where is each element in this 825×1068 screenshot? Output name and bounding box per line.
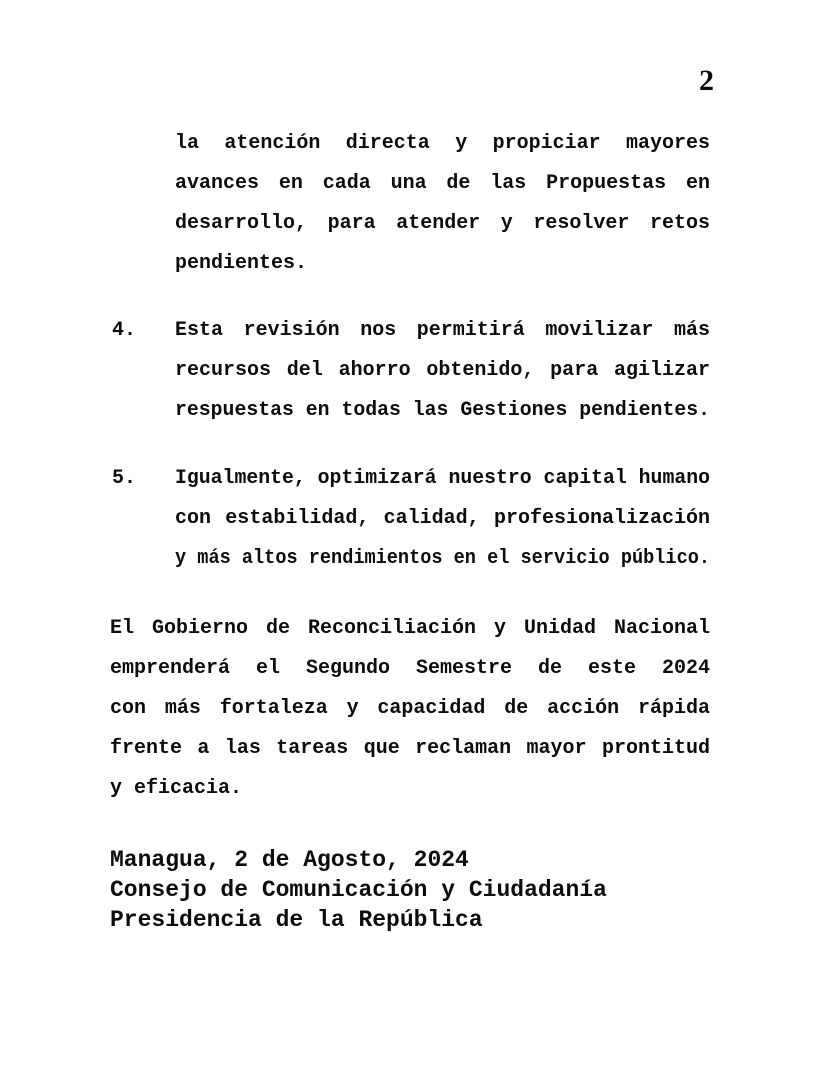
text-line: y eficacia. [110, 777, 243, 800]
text-line: con más fortaleza y capacidad de acción rápida [110, 697, 710, 720]
page-number: 2 [699, 64, 714, 97]
text-line: Esta revisión nos permitirá movilizar más [175, 319, 710, 342]
text-line: Igualmente, optimizará nuestro capital humano [175, 467, 710, 490]
text-line: la atención directa y propiciar mayores [175, 132, 710, 155]
text-line: avances en cada una de las Propuestas en [175, 172, 710, 195]
text-line: Consejo de Comunicación y Ciudadanía [110, 877, 607, 903]
continuation-paragraph [175, 124, 710, 284]
text-line: Managua, 2 de Agosto, 2024 [110, 847, 469, 873]
text-line: y más altos rendimientos en el servicio público. [175, 547, 710, 570]
list-item-5-body [175, 459, 710, 579]
list-item-4-marker: 4. [112, 319, 137, 342]
text-line: recursos del ahorro obtenido, para agilizar [175, 359, 710, 382]
text-line: respuestas en todas las Gestiones pendientes. [175, 399, 710, 422]
closing-paragraph [110, 609, 710, 809]
text-line: emprenderá el Segundo Semestre de este 2024 [110, 657, 710, 680]
text-line: con estabilidad, calidad, profesionalización [175, 507, 710, 530]
text-line: pendientes. [175, 252, 308, 275]
text-line: Presidencia de la República [110, 907, 483, 933]
text-line: frente a las tareas que reclaman mayor prontitud [110, 737, 710, 760]
list-item-4-body [175, 311, 710, 431]
text-line: El Gobierno de Reconciliación y Unidad Nacional [110, 617, 710, 640]
document-footer [110, 845, 730, 935]
list-item-5-marker: 5. [112, 467, 137, 490]
text-line: desarrollo, para atender y resolver retos [175, 212, 710, 235]
